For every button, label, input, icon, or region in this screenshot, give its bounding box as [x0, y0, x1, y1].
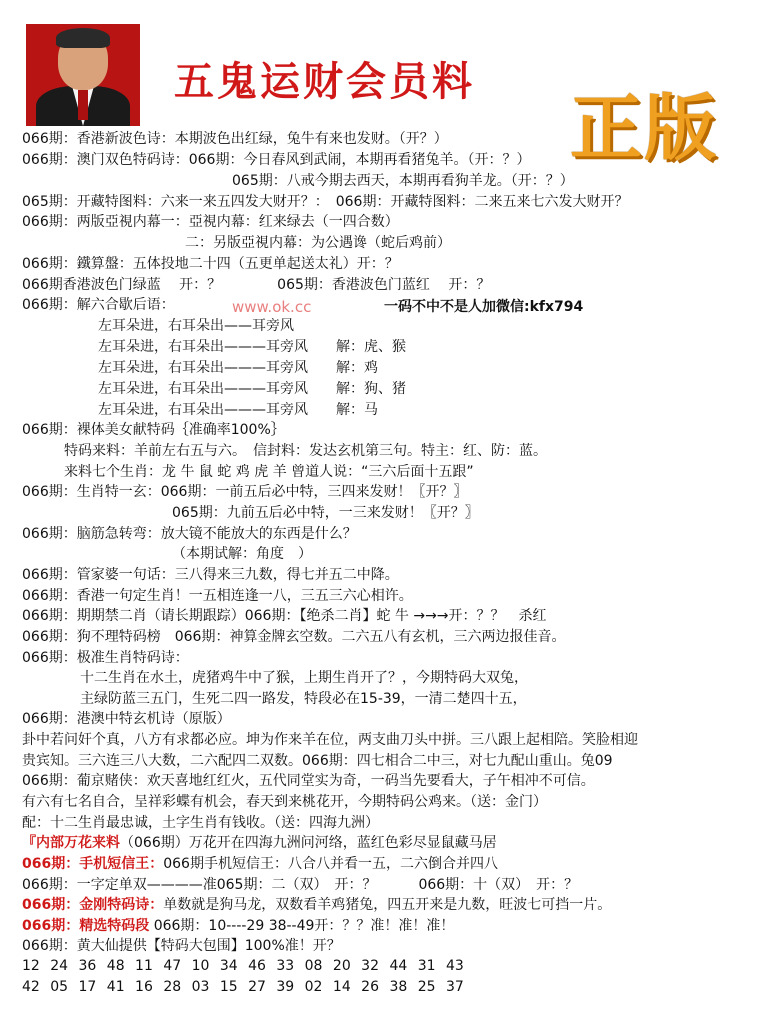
- text-line: （本期试解：角度 ）: [172, 546, 312, 562]
- text-line: 066期：葡京赌侠：欢天喜地红红火，五代同堂实为奇，一码当先要看大，子午相冲不可信。: [22, 773, 595, 789]
- section-text: 066期：10----29 38--49开：？？准！准！准！: [153, 918, 455, 934]
- text-line: 066期：香港新波色诗：本期波色出红绿，兔牛有来也发财。（开？）: [22, 131, 448, 147]
- text-line: 二：另版亞視内幕：为公遇谗（蛇后鸡前）: [185, 235, 451, 251]
- text-line: 066期：狗不理特码榜 066期：神算金牌玄空数。二六五八有玄机，三六两边报佳音。: [22, 629, 566, 645]
- riddle-line: 左耳朵进，右耳朵出———耳旁风 解：鸡: [98, 360, 378, 376]
- riddle-line: 左耳朵进，右耳朵出———耳旁风 解：虎、猴: [98, 339, 406, 355]
- text-line: [22, 856, 498, 872]
- authentic-stamp: 正版: [570, 85, 719, 170]
- text-line: 066期：解六合歇后语：: [22, 297, 175, 313]
- text-line: 066期：脑筋急转弯：放大镜不能放大的东西是什么？: [22, 526, 357, 542]
- text-line: 066期：生肖特一玄：066期：一前五后必中特，三四来发财！〖开？〗: [22, 484, 468, 500]
- section-text: （066期）万花开在四海九洲问河络，蓝红色彩尽显鼠藏马居: [120, 835, 497, 851]
- watermark: www.ok.cc: [232, 298, 312, 316]
- text-line: 066期：港澳中特玄机诗（原版）: [22, 711, 231, 727]
- riddle-line: 左耳朵进，右耳朵出——耳旁风: [98, 318, 294, 334]
- text-line: 066期：极准生肖特码诗：: [22, 650, 189, 666]
- riddle-line: 左耳朵进，右耳朵出———耳旁风 解：狗、猪: [98, 381, 406, 397]
- text-line: 066期：澳门双色特码诗：066期：今日春风到武闹，本期再看猪兔羊。（开：？）: [22, 152, 531, 168]
- text-line: 066期香港波色门绿蓝 开：？ 065期：香港波色门蓝红 开：？: [22, 277, 491, 293]
- text-line: 065期：九前五后必中特，一三来发财！〖开？〗: [172, 505, 479, 521]
- section-label: 066期：金刚特码诗：: [22, 897, 164, 913]
- text-line: 066期：黄大仙提供【特码大包围】100%准！开？: [22, 938, 341, 954]
- contact-line: 一码不中不是人加微信:kfx794: [384, 299, 584, 315]
- text-line: 066期：香港一句定生肖！一五相连逢一八，三五三六心相许。: [22, 588, 413, 604]
- text-line: 065期：八戒今期去西天，本期再看狗羊龙。（开：？）: [232, 173, 574, 189]
- text-line: 066期：管家婆一句话：三八得来三九数，得七并五二中降。: [22, 567, 399, 583]
- text-line: 066期：鐵算盤：五体投地二十四（五更单起送太礼）开：？: [22, 256, 399, 272]
- text-line: 来料七个生肖：龙 牛 鼠 蛇 鸡 虎 羊 曾道人说：“三六后面十五跟”: [64, 464, 474, 480]
- section-label: 066期：精选特码段: [22, 918, 150, 934]
- text-line: [22, 918, 454, 934]
- text-line: 配：十二生肖最忠诚，土字生肖有钱收。（送：四海九洲）: [22, 815, 379, 831]
- text-line: 十二生肖在水土，虎猪鸡牛中了猴，上期生肖开了？，今期特码大双兔，: [80, 670, 528, 686]
- text-line: [22, 835, 497, 851]
- text-line: 贵宾知。三六连三八大数，二六配四二双数。066期：四七相合二中三，对七九配山重山。兔09: [22, 753, 613, 769]
- number-row: 42 05 17 41 16 28 03 15 27 39 02 14 26 38 25 37: [22, 979, 464, 995]
- section-label: 『内部万花来料: [22, 835, 120, 851]
- section-text: 066期手机短信王：八合八并看一五，二六倒合并四八: [163, 856, 498, 872]
- number-row: 12 24 36 48 11 47 10 34 46 33 08 20 32 44 31 43: [22, 958, 464, 974]
- text-line: [22, 897, 611, 913]
- text-line: 066期：两版亞視内幕一：亞視内幕：红来绿去（一四合数）: [22, 214, 399, 230]
- text-line: 有六有七名自合，呈祥彩蝶有机会，春天到来桃花开，今期特码公鸡来。（送：金门）: [22, 794, 547, 810]
- page-title: 五鬼运财会员料: [174, 58, 475, 105]
- host-portrait: [26, 24, 140, 126]
- text-line: 066期：期期禁二肖（请长期跟踪）066期：【绝杀二肖】蛇 牛 →→→开：？？ 杀红: [22, 608, 547, 624]
- portrait-tie: [78, 90, 88, 120]
- text-line: 卦中若问奸个真，八方有求都必应。坤为作来羊在位，两支曲刀头中拼。三八跟上起相陪。笑脸相迎: [22, 732, 638, 748]
- text-line: 066期：裸体美女献特码｛准确率100%｝: [22, 422, 285, 438]
- section-text: 单数就是狗马龙，双数看羊鸡猪兔，四五开来是九数，旺波七可挡一片。: [163, 897, 612, 913]
- text-line: 065期：开藏特图料：六来一来五四发大财开？： 066期：开藏特图料：二来五来七六发大财开？: [22, 194, 629, 210]
- riddle-line: 左耳朵进，右耳朵出———耳旁风 解：马: [98, 402, 378, 418]
- section-label: 066期：手机短信王：: [22, 856, 164, 872]
- text-line: 特码来料：羊前左右五与六。 信封料：发达玄机第三句。特主：红、防：蓝。: [64, 443, 547, 459]
- text-line: 主绿防蓝三五门，生死二四一路发，特段必在15-39，一清二楚四十五，: [80, 691, 527, 707]
- portrait-hair: [56, 28, 110, 48]
- text-line: 066期：一字定单双————准065期：二（双） 开：？ 066期：十（双） 开：？: [22, 877, 579, 893]
